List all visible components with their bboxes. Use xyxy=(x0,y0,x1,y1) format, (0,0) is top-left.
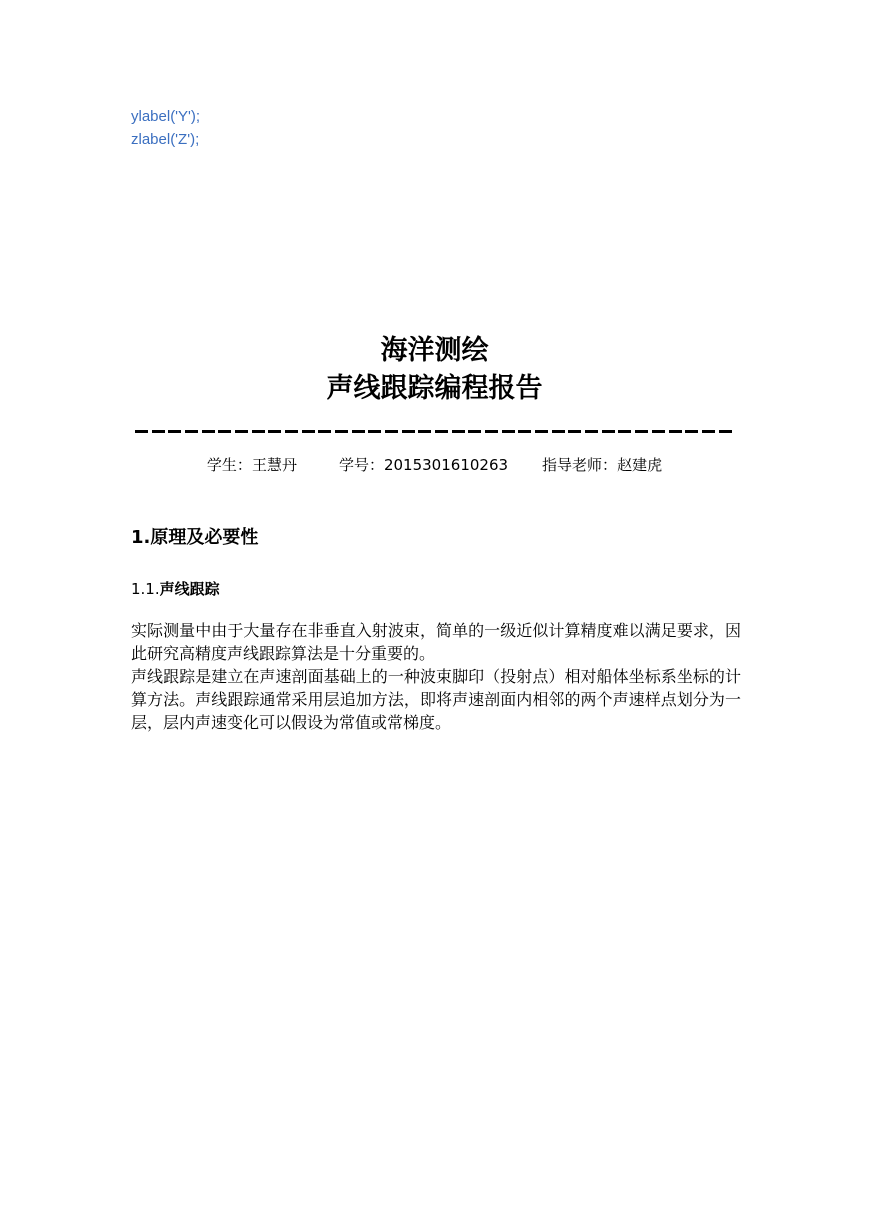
rule-dash xyxy=(585,430,598,433)
rule-dash xyxy=(302,430,315,433)
rule-dash xyxy=(285,430,298,433)
rule-dash xyxy=(252,430,265,433)
rule-dash xyxy=(719,430,732,433)
rule-dash xyxy=(535,430,548,433)
rule-dash xyxy=(235,430,248,433)
rule-dash xyxy=(135,430,148,433)
rule-dash xyxy=(418,430,431,433)
body-text xyxy=(131,619,741,734)
rule-dash xyxy=(335,430,348,433)
student-id-value: 2015301610263 xyxy=(383,456,509,474)
rule-dash xyxy=(385,430,398,433)
rule-dash xyxy=(268,430,281,433)
subsection-number: 1.1. xyxy=(131,580,160,598)
rule-dash xyxy=(502,430,515,433)
student-label: 学生： xyxy=(206,456,252,474)
rule-dash xyxy=(568,430,581,433)
rule-dash xyxy=(635,430,648,433)
report-title xyxy=(0,332,869,408)
rule-dash xyxy=(185,430,198,433)
rule-dash xyxy=(552,430,565,433)
advisor-label: 指导老师： xyxy=(542,456,618,474)
rule-dash xyxy=(468,430,481,433)
rule-dash xyxy=(202,430,215,433)
rule-dash xyxy=(518,430,531,433)
rule-dash xyxy=(368,430,381,433)
rule-dash xyxy=(318,430,331,433)
advisor-name: 赵建虎 xyxy=(617,456,663,474)
title-dashed-rule xyxy=(135,427,732,436)
student-id-label: 学号： xyxy=(338,456,384,474)
code-line-zlabel: zlabel('Z'); xyxy=(131,131,200,148)
rule-dash xyxy=(452,430,465,433)
code-line-ylabel: ylabel('Y'); xyxy=(131,108,201,125)
title-report: 声线跟踪编程报告 xyxy=(326,373,543,404)
section-heading: 1.原理及必要性 xyxy=(131,527,259,548)
rule-dash xyxy=(352,430,365,433)
student-name: 王慧丹 xyxy=(251,456,297,474)
rule-dash xyxy=(218,430,231,433)
rule-dash xyxy=(618,430,631,433)
rule-dash xyxy=(402,430,415,433)
rule-dash xyxy=(485,430,498,433)
author-info xyxy=(0,455,869,475)
rule-dash xyxy=(702,430,715,433)
paragraph: 实际测量中由于大量存在非垂直入射波束，简单的一级近似计算精度难以满足要求，因此研究高精度声线跟踪算法是十分重要的。 xyxy=(131,621,741,663)
code-snippet xyxy=(131,105,200,151)
paragraph: 声线跟踪是建立在声速剖面基础上的一种波束脚印（投射点）相对船体坐标系坐标的计算方法。声线跟踪通常采用层追加方法，即将声速剖面内相邻的两个声速样点划分为一层，层内声速变化可以假设为常值或常梯度。 xyxy=(131,667,741,732)
subsection-heading xyxy=(131,578,220,600)
rule-dash xyxy=(652,430,665,433)
title-course: 海洋测绘 xyxy=(380,335,489,366)
rule-dash xyxy=(685,430,698,433)
rule-dash xyxy=(435,430,448,433)
rule-dash xyxy=(152,430,165,433)
rule-dash xyxy=(669,430,682,433)
rule-dash xyxy=(602,430,615,433)
rule-dash xyxy=(168,430,181,433)
subsection-title: 声线跟踪 xyxy=(159,580,220,598)
